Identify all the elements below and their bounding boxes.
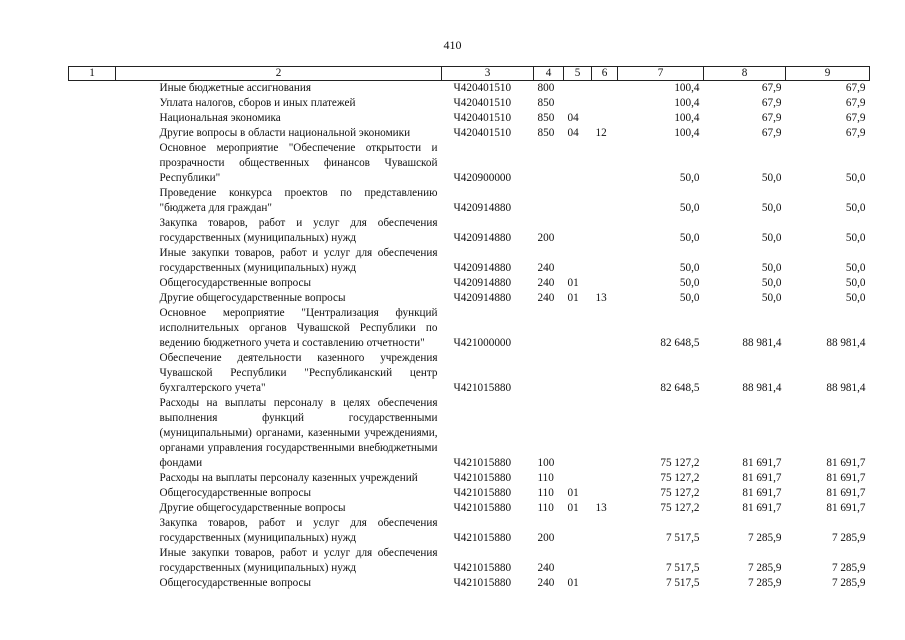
target-code-cell: Ч421015880 <box>453 532 512 544</box>
section-cell <box>564 306 592 351</box>
item-name-cell: Расходы на выплаты персоналу казенных учреждений <box>159 472 418 484</box>
table-row <box>69 516 870 546</box>
table-row <box>69 291 870 306</box>
subsection-cell <box>592 96 618 111</box>
item-name-cell: Национальная экономика <box>159 112 281 124</box>
amount-col8-cell: 81 691,7 <box>742 472 782 484</box>
row-number-cell <box>69 126 116 141</box>
budget-table <box>68 66 870 591</box>
item-name-cell: Обеспечение деятельности казенного учреждения Чувашской Республики "Республиканский центр бухгалтерского учета" <box>159 352 438 394</box>
section-cell <box>564 471 592 486</box>
row-number-cell <box>69 81 116 97</box>
amount-col9-cell: 50,0 <box>845 277 866 289</box>
amount-col7-cell: 50,0 <box>679 277 700 289</box>
section-cell <box>564 186 592 216</box>
table-row <box>69 396 870 471</box>
row-number-cell <box>69 111 116 126</box>
target-code-cell: Ч421015880 <box>453 382 512 394</box>
section-cell <box>564 141 592 186</box>
amount-col7-cell: 75 127,2 <box>660 472 700 484</box>
amount-col8-cell: 50,0 <box>761 292 782 304</box>
item-name-cell: Проведение конкурса проектов по представлению "бюджета для граждан" <box>159 187 438 214</box>
row-number-cell <box>69 246 116 276</box>
item-name-cell: Общегосударственные вопросы <box>159 487 312 499</box>
amount-col8-cell: 67,9 <box>761 97 782 109</box>
table-row <box>69 81 870 97</box>
amount-col8-cell: 81 691,7 <box>742 487 782 499</box>
amount-col8-cell: 7 285,9 <box>747 562 782 574</box>
item-name-cell: Другие вопросы в области национальной экономики <box>159 127 411 139</box>
amount-col9-cell: 81 691,7 <box>826 457 866 469</box>
item-name-cell: Иные закупки товаров, работ и услуг для обеспечения государственных (муниципальных) нужд <box>159 547 438 574</box>
target-code-cell: Ч420900000 <box>453 172 512 184</box>
subsection-cell <box>592 546 618 576</box>
column-header: 6 <box>592 67 618 81</box>
amount-col8-cell: 67,9 <box>761 127 782 139</box>
item-name-cell: Уплата налогов, сборов и иных платежей <box>159 97 356 109</box>
target-code-cell: Ч420914880 <box>453 292 512 304</box>
row-number-cell <box>69 291 116 306</box>
expense-type-cell: 110 <box>537 472 554 484</box>
section-cell <box>564 516 592 546</box>
table-row <box>69 471 870 486</box>
target-code-cell: Ч421015880 <box>453 502 512 514</box>
table-row <box>69 216 870 246</box>
amount-col8-cell: 81 691,7 <box>742 502 782 514</box>
section-cell <box>564 216 592 246</box>
amount-col7-cell: 50,0 <box>679 262 700 274</box>
amount-col7-cell: 7 517,5 <box>665 577 700 589</box>
subsection-cell: 12 <box>595 127 607 139</box>
subsection-cell <box>592 576 618 591</box>
amount-col8-cell: 50,0 <box>761 232 782 244</box>
target-code-cell: Ч420914880 <box>453 232 512 244</box>
expense-type-cell: 240 <box>537 577 555 589</box>
item-name-cell: Закупка товаров, работ и услуг для обеспечения государственных (муниципальных) нужд <box>159 217 438 244</box>
item-name-cell: Другие общегосударственные вопросы <box>159 502 346 514</box>
table-header <box>69 67 870 81</box>
expense-type-cell <box>534 306 564 351</box>
subsection-cell <box>592 396 618 471</box>
amount-col7-cell: 100,4 <box>674 82 700 94</box>
target-code-cell: Ч420401510 <box>453 127 512 139</box>
subsection-cell <box>592 246 618 276</box>
amount-col9-cell: 7 285,9 <box>831 532 866 544</box>
amount-col9-cell: 50,0 <box>845 262 866 274</box>
subsection-cell <box>592 81 618 97</box>
subsection-cell: 13 <box>595 502 607 514</box>
amount-col7-cell: 82 648,5 <box>660 382 700 394</box>
table-row <box>69 306 870 351</box>
target-code-cell: Ч420914880 <box>453 262 512 274</box>
row-number-cell <box>69 276 116 291</box>
section-cell: 01 <box>567 292 579 304</box>
expense-type-cell: 240 <box>537 262 555 274</box>
expense-type-cell: 110 <box>537 502 554 514</box>
amount-col9-cell: 50,0 <box>845 172 866 184</box>
section-cell: 04 <box>567 127 579 139</box>
amount-col8-cell: 7 285,9 <box>747 532 782 544</box>
subsection-cell <box>592 111 618 126</box>
table-row <box>69 186 870 216</box>
amount-col9-cell: 81 691,7 <box>826 502 866 514</box>
expense-type-cell: 240 <box>537 562 555 574</box>
amount-col9-cell: 50,0 <box>845 232 866 244</box>
item-name-cell: Закупка товаров, работ и услуг для обеспечения государственных (муниципальных) нужд <box>159 517 438 544</box>
amount-col7-cell: 50,0 <box>679 232 700 244</box>
target-code-cell: Ч420401510 <box>453 97 512 109</box>
section-cell <box>564 546 592 576</box>
table-row <box>69 126 870 141</box>
row-number-cell <box>69 501 116 516</box>
expense-type-cell: 200 <box>537 532 555 544</box>
expense-type-cell: 800 <box>537 82 555 94</box>
section-cell <box>564 246 592 276</box>
amount-col7-cell: 100,4 <box>674 112 700 124</box>
item-name-cell: Основное мероприятие "Обеспечение открытости и прозрачности общественных финансов Чувашской Республики" <box>159 142 438 184</box>
amount-col8-cell: 88 981,4 <box>742 382 782 394</box>
expense-type-cell: 850 <box>537 112 555 124</box>
table-row <box>69 141 870 186</box>
column-header: 5 <box>564 67 592 81</box>
amount-col7-cell: 75 127,2 <box>660 502 700 514</box>
row-number-cell <box>69 471 116 486</box>
amount-col8-cell: 50,0 <box>761 172 782 184</box>
column-header: 8 <box>704 67 786 81</box>
row-number-cell <box>69 351 116 396</box>
amount-col9-cell: 67,9 <box>845 97 866 109</box>
target-code-cell: Ч420914880 <box>453 277 512 289</box>
expense-type-cell: 850 <box>537 97 555 109</box>
row-number-cell <box>69 546 116 576</box>
subsection-cell <box>592 516 618 546</box>
target-code-cell: Ч421000000 <box>453 337 512 349</box>
table-row <box>69 546 870 576</box>
column-header: 2 <box>116 67 442 81</box>
row-number-cell <box>69 306 116 351</box>
section-cell: 01 <box>567 577 579 589</box>
amount-col9-cell: 81 691,7 <box>826 487 866 499</box>
row-number-cell <box>69 576 116 591</box>
target-code-cell: Ч421015880 <box>453 577 512 589</box>
amount-col8-cell: 7 285,9 <box>747 577 782 589</box>
section-cell: 01 <box>567 277 579 289</box>
section-cell <box>564 81 592 97</box>
amount-col9-cell: 67,9 <box>845 112 866 124</box>
amount-col9-cell: 81 691,7 <box>826 472 866 484</box>
item-name-cell: Общегосударственные вопросы <box>159 577 312 589</box>
section-cell: 04 <box>567 112 579 124</box>
expense-type-cell: 200 <box>537 232 555 244</box>
item-name-cell: Другие общегосударственные вопросы <box>159 292 346 304</box>
amount-col9-cell: 88 981,4 <box>826 382 866 394</box>
expense-type-cell <box>534 186 564 216</box>
row-number-cell <box>69 216 116 246</box>
table-row <box>69 111 870 126</box>
target-code-cell: Ч421015880 <box>453 487 512 499</box>
target-code-cell: Ч421015880 <box>453 472 512 484</box>
target-code-cell: Ч420401510 <box>453 82 512 94</box>
table-body <box>69 81 870 592</box>
item-name-cell: Расходы на выплаты персоналу в целях обеспечения выполнения функций государственными (муниципальными) органами, казенными учреждениями, органами управления государственными внебюджетными фондами <box>159 397 438 469</box>
expense-type-cell <box>534 351 564 396</box>
amount-col7-cell: 75 127,2 <box>660 487 700 499</box>
expense-type-cell: 850 <box>537 127 555 139</box>
table-row <box>69 351 870 396</box>
section-cell <box>564 351 592 396</box>
amount-col9-cell: 7 285,9 <box>831 562 866 574</box>
amount-col8-cell: 50,0 <box>761 202 782 214</box>
amount-col7-cell: 7 517,5 <box>665 562 700 574</box>
subsection-cell <box>592 216 618 246</box>
item-name-cell: Иные бюджетные ассигнования <box>159 82 311 94</box>
section-cell: 01 <box>567 487 579 499</box>
column-header: 3 <box>442 67 534 81</box>
section-cell <box>564 396 592 471</box>
column-header: 4 <box>534 67 564 81</box>
table-row <box>69 486 870 501</box>
expense-type-cell: 240 <box>537 292 555 304</box>
target-code-cell: Ч420401510 <box>453 112 512 124</box>
table-row <box>69 576 870 591</box>
row-number-cell <box>69 516 116 546</box>
subsection-cell <box>592 471 618 486</box>
target-code-cell: Ч421015880 <box>453 457 512 469</box>
item-name-cell: Основное мероприятие "Централизация функций исполнительных органов Чувашской Республики по ведению бюджетного учета и составлению отчетности" <box>159 307 438 349</box>
amount-col9-cell: 50,0 <box>845 292 866 304</box>
amount-col7-cell: 75 127,2 <box>660 457 700 469</box>
row-number-cell <box>69 141 116 186</box>
amount-col8-cell: 50,0 <box>761 277 782 289</box>
amount-col8-cell: 88 981,4 <box>742 337 782 349</box>
row-number-cell <box>69 96 116 111</box>
subsection-cell <box>592 141 618 186</box>
expense-type-cell: 110 <box>537 487 554 499</box>
target-code-cell: Ч421015880 <box>453 562 512 574</box>
amount-col7-cell: 7 517,5 <box>665 532 700 544</box>
amount-col7-cell: 50,0 <box>679 292 700 304</box>
column-header: 7 <box>618 67 704 81</box>
section-cell <box>564 96 592 111</box>
amount-col7-cell: 50,0 <box>679 172 700 184</box>
table-row <box>69 276 870 291</box>
table-row <box>69 246 870 276</box>
subsection-cell <box>592 486 618 501</box>
subsection-cell <box>592 306 618 351</box>
amount-col9-cell: 67,9 <box>845 82 866 94</box>
amount-col8-cell: 67,9 <box>761 112 782 124</box>
amount-col8-cell: 50,0 <box>761 262 782 274</box>
amount-col7-cell: 100,4 <box>674 97 700 109</box>
column-number-row <box>69 67 870 81</box>
subsection-cell: 13 <box>595 292 607 304</box>
row-number-cell <box>69 486 116 501</box>
amount-col9-cell: 7 285,9 <box>831 577 866 589</box>
item-name-cell: Иные закупки товаров, работ и услуг для обеспечения государственных (муниципальных) нужд <box>159 247 438 274</box>
expense-type-cell <box>534 141 564 186</box>
expense-type-cell: 240 <box>537 277 555 289</box>
subsection-cell <box>592 186 618 216</box>
amount-col9-cell: 88 981,4 <box>826 337 866 349</box>
amount-col7-cell: 82 648,5 <box>660 337 700 349</box>
table-row <box>69 501 870 516</box>
amount-col9-cell: 50,0 <box>845 202 866 214</box>
page-number: 410 <box>443 38 462 52</box>
subsection-cell <box>592 351 618 396</box>
column-header: 9 <box>786 67 870 81</box>
row-number-cell <box>69 186 116 216</box>
amount-col7-cell: 100,4 <box>674 127 700 139</box>
table-row <box>69 96 870 111</box>
column-header: 1 <box>69 67 116 81</box>
expense-type-cell: 100 <box>537 457 555 469</box>
amount-col8-cell: 81 691,7 <box>742 457 782 469</box>
row-number-cell <box>69 396 116 471</box>
item-name-cell: Общегосударственные вопросы <box>159 277 312 289</box>
amount-col7-cell: 50,0 <box>679 202 700 214</box>
section-cell: 01 <box>567 502 579 514</box>
subsection-cell <box>592 276 618 291</box>
amount-col8-cell: 67,9 <box>761 82 782 94</box>
amount-col9-cell: 67,9 <box>845 127 866 139</box>
target-code-cell: Ч420914880 <box>453 202 512 214</box>
